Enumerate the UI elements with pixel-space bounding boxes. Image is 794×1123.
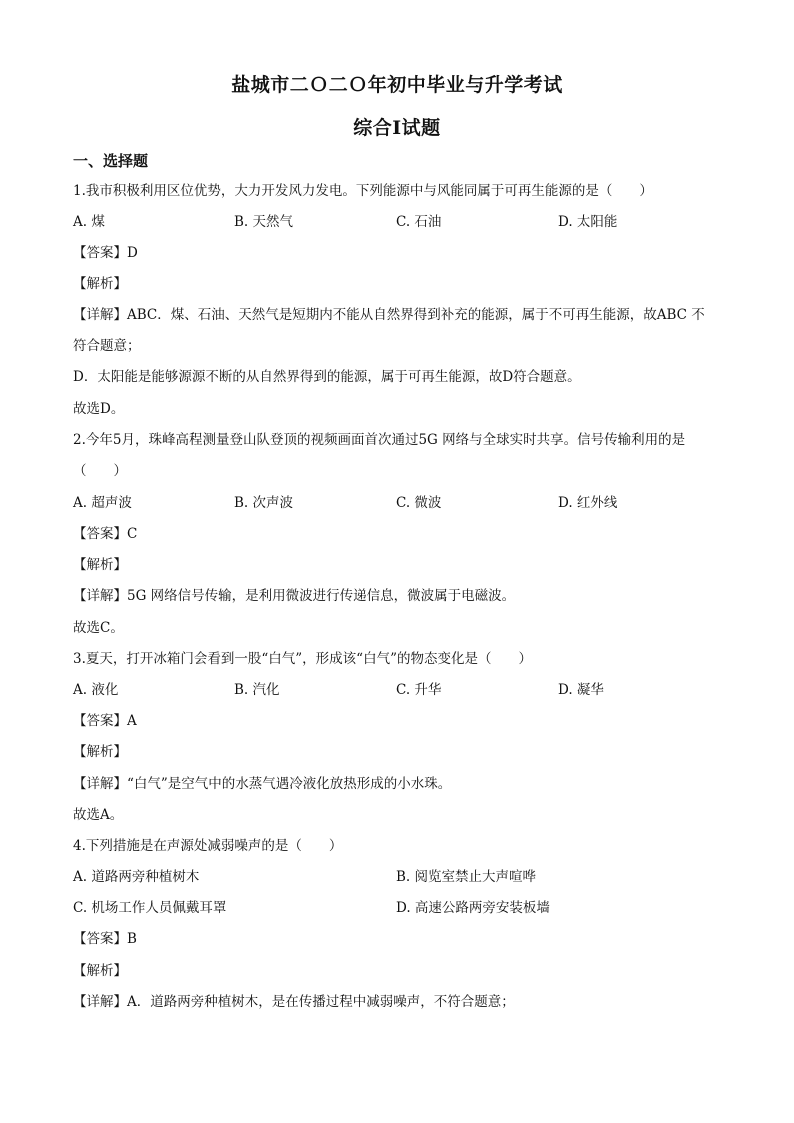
q1-detail-1: 【详解】ABC．煤、石油、天然气是短期内不能从自然界得到补充的能源，属于不可再生能源，故ABC 不 — [73, 307, 705, 323]
q2-analysis: 【解析】 — [73, 557, 127, 573]
q1-option-a: A. 煤 — [73, 214, 105, 230]
q1-option-d: D. 太阳能 — [558, 214, 618, 230]
q3-stem: 3.夏天，打开冰箱门会看到一股“白气”，形成该“白气”的物态变化是（ ） — [73, 651, 532, 667]
q1-answer: 【答案】D — [73, 245, 138, 261]
q2-option-a: A. 超声波 — [73, 495, 132, 511]
q1-detail-3: D．太阳能是能够源源不断的从自然界得到的能源，属于可再生能源，故D符合题意。 — [73, 369, 581, 385]
q2-option-c: C. 微波 — [396, 495, 442, 511]
q1-stem: 1.我市积极利用区位优势，大力开发风力发电。下列能源中与风能同属于可再生能源的是（ ） — [73, 183, 653, 199]
q2-option-b: B. 次声波 — [234, 495, 294, 511]
q2-choose: 故选C。 — [73, 620, 124, 636]
q1-option-b: B. 天然气 — [234, 214, 294, 230]
q1-choose: 故选D。 — [73, 401, 125, 417]
q2-detail: 【详解】5G 网络信号传输，是利用微波进行传递信息，微波属于电磁波。 — [73, 588, 516, 604]
q3-option-a: A. 液化 — [73, 682, 119, 698]
q4-option-d: D. 高速公路两旁安装板墙 — [396, 900, 550, 916]
q4-answer: 【答案】B — [73, 931, 137, 947]
q4-option-c: C. 机场工作人员佩戴耳罩 — [73, 900, 227, 916]
q3-analysis: 【解析】 — [73, 744, 127, 760]
q3-option-d: D. 凝华 — [558, 682, 604, 698]
q4-option-a: A. 道路两旁种植树木 — [73, 869, 200, 885]
q4-option-b: B. 阅览室禁止大声喧哗 — [396, 869, 537, 885]
q2-answer: 【答案】C — [73, 526, 138, 542]
q3-option-b: B. 汽化 — [234, 682, 280, 698]
q2-option-d: D. 红外线 — [558, 495, 618, 511]
q2-options — [73, 494, 723, 512]
q3-choose: 故选A。 — [73, 807, 124, 823]
section-heading: 一、选择题 — [73, 152, 149, 170]
q3-options — [73, 681, 723, 699]
q3-option-c: C. 升华 — [396, 682, 442, 698]
q4-detail: 【详解】A．道路两旁种植树木，是在传播过程中减弱噪声，不符合题意； — [73, 994, 515, 1010]
q1-detail-2: 符合题意； — [73, 338, 141, 354]
q4-stem: 4.下列措施是在声源处减弱噪声的是（ ） — [73, 838, 343, 854]
exam-subtitle: 综合Ⅰ试题 — [353, 117, 441, 139]
q1-analysis: 【解析】 — [73, 276, 127, 292]
q4-options-row-2 — [73, 899, 723, 917]
q4-analysis: 【解析】 — [73, 963, 127, 979]
exam-title: 盐城市二Ｏ二Ｏ年初中毕业与升学考试 — [231, 74, 563, 96]
q4-options-row-1 — [73, 868, 723, 886]
q3-answer: 【答案】A — [73, 713, 137, 729]
q2-stem-2: （ ） — [73, 463, 127, 479]
q2-stem-1: 2.今年5月，珠峰高程测量登山队登顶的视频画面首次通过5G 网络与全球实时共享。信号传输利用的是 — [73, 432, 686, 448]
q1-option-c: C. 石油 — [396, 214, 442, 230]
q3-detail: 【详解】“白气”是空气中的水蒸气遇冷液化放热形成的小水珠。 — [73, 776, 452, 792]
q1-options — [73, 213, 723, 231]
